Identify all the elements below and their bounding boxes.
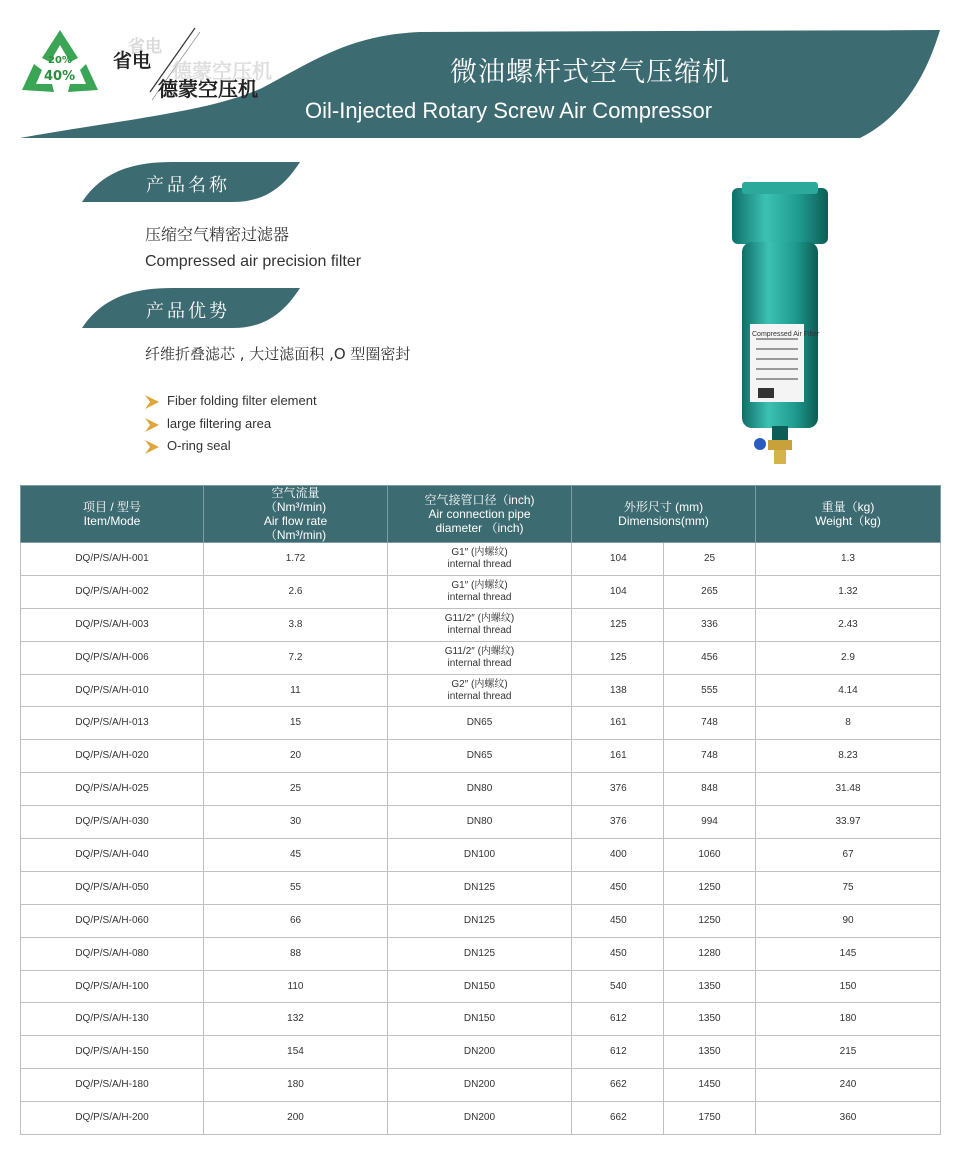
cell-weight: 31.48 — [756, 773, 941, 806]
table-header-row — [21, 486, 941, 543]
spec-table — [20, 485, 941, 1135]
cell-model: DQ/P/S/A/H-010 — [21, 674, 204, 707]
cell-weight: 4.14 — [756, 674, 941, 707]
chevron-right-icon — [144, 417, 160, 433]
cell-dim-2: 1750 — [664, 1102, 756, 1135]
logo-percent-bottom: 40% — [44, 69, 76, 84]
cell-dim-1: 450 — [572, 871, 664, 904]
cell-flow: 200 — [204, 1102, 388, 1135]
cell-pipe: DN200 — [388, 1069, 572, 1102]
cell-weight: 2.9 — [756, 641, 941, 674]
cell-weight: 75 — [756, 871, 941, 904]
table-row — [21, 575, 941, 608]
cell-weight: 8 — [756, 707, 941, 740]
table-row — [21, 1102, 941, 1135]
cell-dim-1: 450 — [572, 904, 664, 937]
cell-model: DQ/P/S/A/H-013 — [21, 707, 204, 740]
cell-flow: 30 — [204, 806, 388, 839]
chevron-right-icon — [144, 394, 160, 410]
cell-model: DQ/P/S/A/H-080 — [21, 937, 204, 970]
cell-dim-1: 376 — [572, 773, 664, 806]
cell-dim-1: 104 — [572, 575, 664, 608]
cell-dim-2: 265 — [664, 575, 756, 608]
header-flow: 空气流量 （Nm³/min) Air flow rate （Nm³/min) — [204, 486, 388, 543]
cell-dim-1: 376 — [572, 806, 664, 839]
table-row — [21, 937, 941, 970]
cell-weight: 215 — [756, 1036, 941, 1069]
cell-weight: 150 — [756, 970, 941, 1003]
cell-model: DQ/P/S/A/H-200 — [21, 1102, 204, 1135]
cell-flow: 2.6 — [204, 575, 388, 608]
cell-dim-2: 1250 — [664, 871, 756, 904]
cell-dim-2: 1350 — [664, 970, 756, 1003]
logo-ghost-bottom: 德蒙空压机 — [172, 59, 272, 83]
cell-weight: 180 — [756, 1003, 941, 1036]
cell-dim-2: 848 — [664, 773, 756, 806]
table-row — [21, 1003, 941, 1036]
cell-model: DQ/P/S/A/H-006 — [21, 641, 204, 674]
cell-pipe: DN200 — [388, 1036, 572, 1069]
cell-flow: 25 — [204, 773, 388, 806]
page-title-cn: 微油螺杆式空气压缩机 — [450, 57, 730, 88]
logo-text-bottom: 德蒙空压机 — [158, 77, 258, 101]
filter-product-image — [728, 182, 838, 472]
cell-flow: 180 — [204, 1069, 388, 1102]
cell-pipe: DN65 — [388, 740, 572, 773]
feature-item: Fiber folding filter element — [167, 393, 317, 408]
cell-weight: 145 — [756, 937, 941, 970]
chevron-right-icon — [144, 439, 160, 455]
cell-model: DQ/P/S/A/H-025 — [21, 773, 204, 806]
cell-model: DQ/P/S/A/H-001 — [21, 543, 204, 576]
cell-model: DQ/P/S/A/H-060 — [21, 904, 204, 937]
feature-item: large filtering area — [167, 416, 272, 431]
table-row — [21, 1069, 941, 1102]
cell-dim-2: 1350 — [664, 1003, 756, 1036]
cell-dim-1: 161 — [572, 707, 664, 740]
cell-dim-1: 125 — [572, 641, 664, 674]
header-weight: 重量（kg) Weight（kg) — [756, 486, 941, 543]
cell-dim-2: 1060 — [664, 839, 756, 872]
table-row — [21, 740, 941, 773]
cell-weight: 360 — [756, 1102, 941, 1135]
cell-pipe: DN100 — [388, 839, 572, 872]
cell-model: DQ/P/S/A/H-180 — [21, 1069, 204, 1102]
cell-weight: 2.43 — [756, 608, 941, 641]
cell-dim-1: 400 — [572, 839, 664, 872]
cell-dim-2: 1350 — [664, 1036, 756, 1069]
cell-pipe: G1″ (内螺纹) internal thread — [388, 575, 572, 608]
logo-percent-top: 20% — [48, 55, 72, 66]
cell-pipe: DN125 — [388, 904, 572, 937]
cell-weight: 90 — [756, 904, 941, 937]
table-row — [21, 871, 941, 904]
cell-flow: 88 — [204, 937, 388, 970]
cell-dim-1: 104 — [572, 543, 664, 576]
table-row — [21, 674, 941, 707]
table-row — [21, 904, 941, 937]
cell-flow: 132 — [204, 1003, 388, 1036]
cell-model: DQ/P/S/A/H-030 — [21, 806, 204, 839]
cell-model: DQ/P/S/A/H-003 — [21, 608, 204, 641]
cell-dim-1: 125 — [572, 608, 664, 641]
cell-pipe: DN80 — [388, 773, 572, 806]
cell-dim-2: 456 — [664, 641, 756, 674]
cell-model: DQ/P/S/A/H-002 — [21, 575, 204, 608]
table-row — [21, 839, 941, 872]
section-tab-name-label: 产品名称 — [146, 175, 230, 196]
table-row — [21, 543, 941, 576]
cell-dim-2: 25 — [664, 543, 756, 576]
table-row — [21, 1036, 941, 1069]
cell-flow: 15 — [204, 707, 388, 740]
cell-pipe: DN80 — [388, 806, 572, 839]
cell-flow: 11 — [204, 674, 388, 707]
cell-pipe: DN200 — [388, 1102, 572, 1135]
cell-pipe: DN125 — [388, 871, 572, 904]
cell-dim-1: 662 — [572, 1069, 664, 1102]
cell-model: DQ/P/S/A/H-020 — [21, 740, 204, 773]
cell-model: DQ/P/S/A/H-100 — [21, 970, 204, 1003]
feature-item: O-ring seal — [167, 438, 231, 453]
cell-weight: 1.32 — [756, 575, 941, 608]
cell-pipe: DN150 — [388, 1003, 572, 1036]
cell-dim-1: 612 — [572, 1036, 664, 1069]
cell-flow: 20 — [204, 740, 388, 773]
cell-dim-2: 994 — [664, 806, 756, 839]
cell-dim-1: 662 — [572, 1102, 664, 1135]
product-name-en: Compressed air precision filter — [145, 253, 362, 270]
cell-model: DQ/P/S/A/H-150 — [21, 1036, 204, 1069]
cell-dim-2: 336 — [664, 608, 756, 641]
cell-weight: 67 — [756, 839, 941, 872]
table-row — [21, 641, 941, 674]
cell-pipe: DN150 — [388, 970, 572, 1003]
cell-dim-2: 555 — [664, 674, 756, 707]
cell-flow: 110 — [204, 970, 388, 1003]
table-row — [21, 970, 941, 1003]
cell-flow: 3.8 — [204, 608, 388, 641]
header-item: 项目 / 型号 Item/Mode — [21, 486, 204, 543]
cell-model: DQ/P/S/A/H-130 — [21, 1003, 204, 1036]
cell-pipe: G11/2″ (内螺纹) internal thread — [388, 608, 572, 641]
cell-flow: 154 — [204, 1036, 388, 1069]
cell-flow: 55 — [204, 871, 388, 904]
table-row — [21, 707, 941, 740]
cell-dim-2: 1280 — [664, 937, 756, 970]
advantages-cn: 纤维折叠滤芯 , 大过滤面积 ,O 型圈密封 — [145, 345, 411, 363]
cell-pipe: G2″ (内螺纹) internal thread — [388, 674, 572, 707]
cell-flow: 45 — [204, 839, 388, 872]
product-name-cn: 压缩空气精密过滤器 — [145, 225, 290, 244]
cell-pipe: G1″ (内螺纹) internal thread — [388, 543, 572, 576]
cell-weight: 33.97 — [756, 806, 941, 839]
cell-dim-1: 612 — [572, 1003, 664, 1036]
cell-dim-2: 748 — [664, 707, 756, 740]
cell-dim-2: 1450 — [664, 1069, 756, 1102]
cell-model: DQ/P/S/A/H-050 — [21, 871, 204, 904]
logo-ghost-top: 省电 — [128, 37, 162, 57]
cell-dim-2: 1250 — [664, 904, 756, 937]
cell-dim-1: 138 — [572, 674, 664, 707]
cell-dim-1: 161 — [572, 740, 664, 773]
cell-weight: 240 — [756, 1069, 941, 1102]
page-title-en: Oil-Injected Rotary Screw Air Compressor — [305, 98, 713, 123]
cell-pipe: G11/2″ (内螺纹) internal thread — [388, 641, 572, 674]
cell-dim-1: 450 — [572, 937, 664, 970]
section-tab-advantages-label: 产品优势 — [146, 301, 230, 322]
table-row — [21, 773, 941, 806]
header-pipe: 空气接管口径（inch) Air connection pipe diameter （inch) — [388, 486, 572, 543]
cell-flow: 1.72 — [204, 543, 388, 576]
header-dimensions: 外形尺寸 (mm) Dimensions(mm) — [572, 486, 756, 543]
table-row — [21, 806, 941, 839]
cell-pipe: DN65 — [388, 707, 572, 740]
logo-text-top: 省电 — [113, 50, 152, 72]
cell-flow: 66 — [204, 904, 388, 937]
cell-dim-1: 540 — [572, 970, 664, 1003]
product-label-text: Compressed Air Filter — [752, 331, 820, 338]
cell-flow: 7.2 — [204, 641, 388, 674]
cell-model: DQ/P/S/A/H-040 — [21, 839, 204, 872]
cell-weight: 8.23 — [756, 740, 941, 773]
cell-pipe: DN125 — [388, 937, 572, 970]
cell-dim-2: 748 — [664, 740, 756, 773]
table-row — [21, 608, 941, 641]
cell-weight: 1.3 — [756, 543, 941, 576]
